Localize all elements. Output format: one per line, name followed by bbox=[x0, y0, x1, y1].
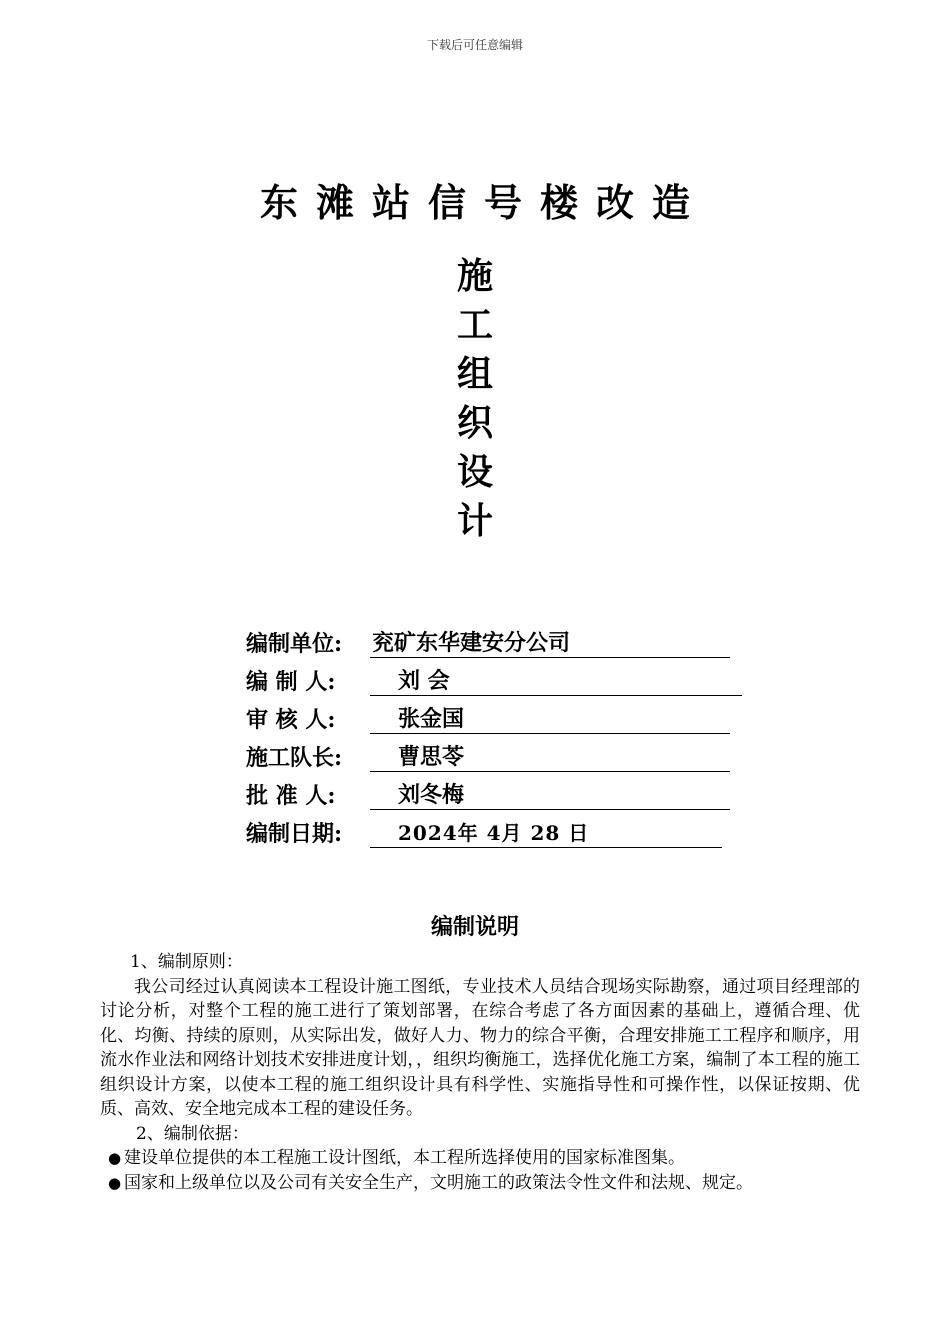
info-row-approver bbox=[246, 772, 746, 810]
info-block bbox=[246, 620, 746, 848]
info-label: 审 核 人: bbox=[246, 707, 336, 733]
section-title: 编制说明 bbox=[430, 914, 519, 940]
header-note: 下载后可任意编辑 bbox=[426, 38, 523, 52]
info-label: 批 准 人: bbox=[246, 783, 336, 809]
subtitle-char: 施 bbox=[456, 255, 493, 297]
heading-principles: 1、编制原则： bbox=[130, 952, 243, 972]
vertical-subtitle bbox=[0, 252, 950, 546]
bullet-icon: ● bbox=[108, 1149, 122, 1167]
bullet-item bbox=[100, 1146, 860, 1171]
info-value: 2024年 4月 28 日 bbox=[370, 818, 722, 848]
info-row-reviewer bbox=[246, 696, 746, 734]
paragraph-principles: 我公司经过认真阅读本工程设计施工图纸，专业技术人员结合现场实际勘察，通过项目经理部的讨论分析，对整个工程的施工进行了策划部署，在综合考虑了各方面因素的基础上，遵循合理、优化、均衡、持续的原则，从实际出发，做好人力、物力的综合平衡，合理安排施工工程序和顺序，用流水作业法和网络计划技术安排进度计划，，组织均衡施工，选择优化施工方案，编制了本工程的施工组织设计方案，以使本工程的施工组织设计具有科学性、实施指导性和可操作性，以保证按期、优质、高效、安全地完成本工程的建设任务。 bbox=[100, 976, 860, 1119]
info-value: 张金国 bbox=[370, 704, 730, 734]
bullet-text: 国家和上级单位以及公司有关安全生产，文明施工的政策法令性文件和法规、规定。 bbox=[124, 1172, 753, 1193]
subtitle-char: 计 bbox=[456, 500, 493, 542]
subtitle-char: 工 bbox=[456, 304, 493, 346]
info-value: 刘冬梅 bbox=[370, 780, 730, 810]
subtitle-char: 织 bbox=[456, 402, 493, 444]
bullet-item bbox=[100, 1171, 860, 1196]
info-row-date bbox=[246, 810, 746, 848]
info-label: 编制日期: bbox=[246, 821, 343, 847]
info-value: 兖矿东华建安分公司 bbox=[370, 628, 730, 658]
bullet-text: 建设单位提供的本工程施工设计图纸，本工程所选择使用的国家标准图集。 bbox=[124, 1148, 685, 1168]
heading-basis: 2、编制依据： bbox=[136, 1123, 249, 1144]
info-value: 曹思苓 bbox=[370, 742, 730, 772]
info-value: 刘 会 bbox=[370, 666, 742, 696]
document-title: 东滩站信号楼改造 bbox=[259, 180, 708, 225]
info-label: 编 制 人: bbox=[246, 669, 336, 695]
info-row-unit bbox=[246, 620, 746, 658]
bullet-icon: ● bbox=[108, 1173, 122, 1192]
info-label: 施工队长: bbox=[246, 745, 343, 771]
body-text bbox=[100, 950, 860, 1195]
subtitle-char: 组 bbox=[456, 353, 493, 395]
info-label: 编制单位: bbox=[246, 631, 343, 657]
info-row-team-leader bbox=[246, 734, 746, 772]
subtitle-char: 设 bbox=[456, 451, 493, 493]
info-row-author bbox=[246, 658, 746, 696]
